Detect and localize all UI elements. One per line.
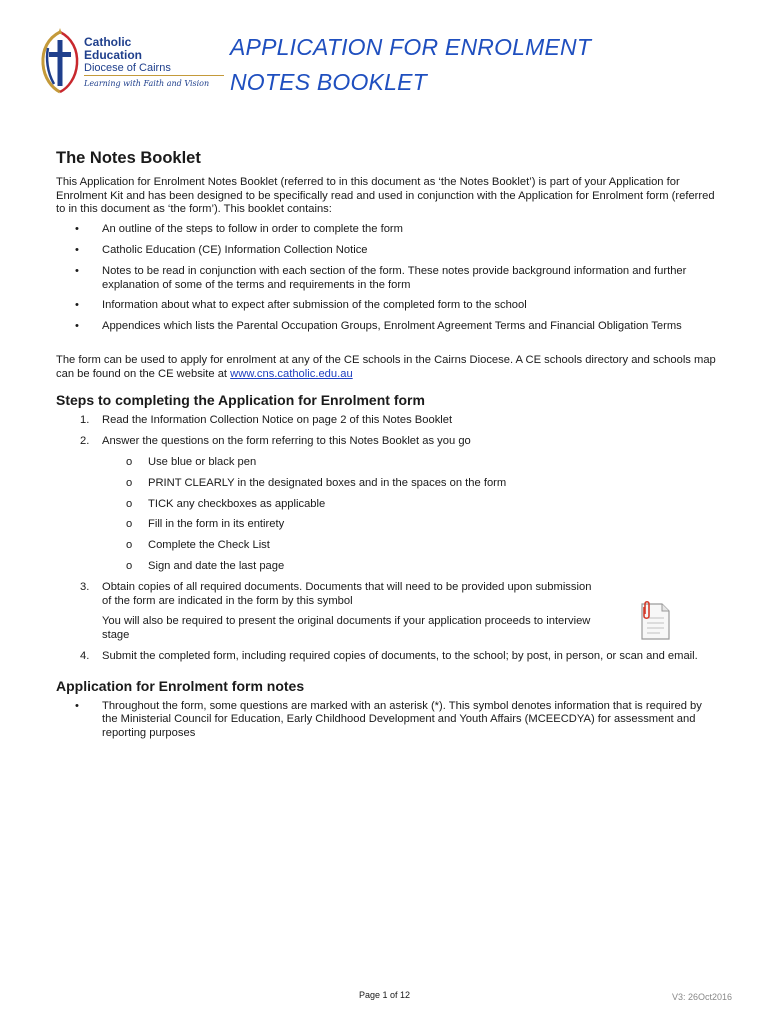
logo-text-education: Education [84, 48, 143, 62]
page-number: Page 1 of 12 [359, 990, 411, 1000]
closing-paragraph [56, 354, 720, 382]
paperclip-document-icon [636, 600, 672, 642]
step-number: 2. [80, 435, 90, 448]
list-item: o Use blue or black pen [102, 456, 720, 470]
document-body [56, 149, 720, 741]
list-item: o Sign and date the last page [102, 560, 720, 574]
step-item [56, 435, 720, 574]
logo-tagline: Learning with Faith and Vision [84, 79, 210, 88]
list-item: o TICK any checkboxes as applicable [102, 498, 720, 512]
step-number: 1. [80, 414, 90, 427]
section-heading-notes-booklet: The Notes Booklet [56, 149, 201, 167]
list-item: • Notes to be read in conjunction with each section of the form. These notes provide background information and further explanation of some of the terms and requirements in the form [56, 265, 720, 293]
list-item: o Fill in the form in its entirety [102, 518, 720, 532]
step-number: 3. [80, 580, 90, 593]
step-number: 4. [80, 649, 90, 662]
steps-list [56, 414, 720, 663]
catholic-education-logo [38, 28, 210, 96]
step-text: Read the Information Collection Notice on page 2 of this Notes Booklet [102, 414, 453, 427]
list-item: • Catholic Education (CE) Information Collection Notice [56, 244, 720, 258]
cross-emblem-icon [38, 28, 82, 96]
form-instructions-list [102, 456, 720, 574]
step-text: Answer the questions on the form referring to this Notes Booklet as you go [102, 435, 471, 448]
form-notes-list [56, 700, 720, 741]
list-item: • Throughout the form, some questions are marked with an asterisk (*). This symbol denotes information that is required by the Ministerial Council for Education, Early Childhood Development and Youth Affairs (MCEECDYA) for assessment and reporting purposes [56, 700, 720, 741]
step-item [56, 650, 720, 664]
list-item: o Complete the Check List [102, 539, 720, 553]
step-item [56, 581, 720, 643]
step-extra-text: You will also be required to present the original documents if your application proceeds to interview stage [102, 615, 591, 642]
title-line-2: NOTES BOOKLET [230, 69, 427, 95]
version-label: V3: 26Oct2016 [672, 992, 733, 1002]
list-item: • Information about what to expect after submission of the completed form to the school [56, 299, 720, 313]
list-item: • An outline of the steps to follow in order to complete the form [56, 223, 720, 237]
section-heading-form-notes: Application for Enrolment form notes [56, 677, 305, 694]
booklet-contents-list [56, 223, 720, 334]
website-link[interactable]: www.cns.catholic.edu.au [230, 367, 353, 380]
logo-text-catholic: Catholic [84, 35, 132, 49]
logo-divider [84, 75, 224, 76]
closing-text: The form can be used to apply for enrolment at any of the CE schools in the Cairns Diocese. A CE schools directory and schools map can be found on the CE website at [56, 353, 716, 380]
page-title [230, 30, 591, 100]
list-item: o PRINT CLEARLY in the designated boxes and in the spaces on the form [102, 477, 720, 491]
step-text: Obtain copies of all required documents. Documents that will need to be provided upon submission of the form are indicated in the form by this symbol [102, 580, 592, 607]
section-heading-steps: Steps to completing the Application for Enrolment form [56, 391, 425, 408]
list-item: • Appendices which lists the Parental Occupation Groups, Enrolment Agreement Terms and Financial Obligation Terms [56, 320, 720, 334]
step-item [56, 414, 720, 428]
step-text: Submit the completed form, including required copies of documents, to the school; by post, in person, or scan and email. [102, 649, 698, 662]
intro-paragraph: This Application for Enrolment Notes Booklet (referred to in this document as ‘the Notes Booklet’) is part of your Application for Enrolment Kit and has been designed to be specifically read and used in conjunction with the Application for Enrolment form (referred to in this document as ‘the form’). This booklet contains: [56, 175, 715, 216]
title-line-1: APPLICATION FOR ENROLMENT [230, 34, 592, 60]
logo-text-diocese: Diocese of Cairns [84, 62, 171, 74]
